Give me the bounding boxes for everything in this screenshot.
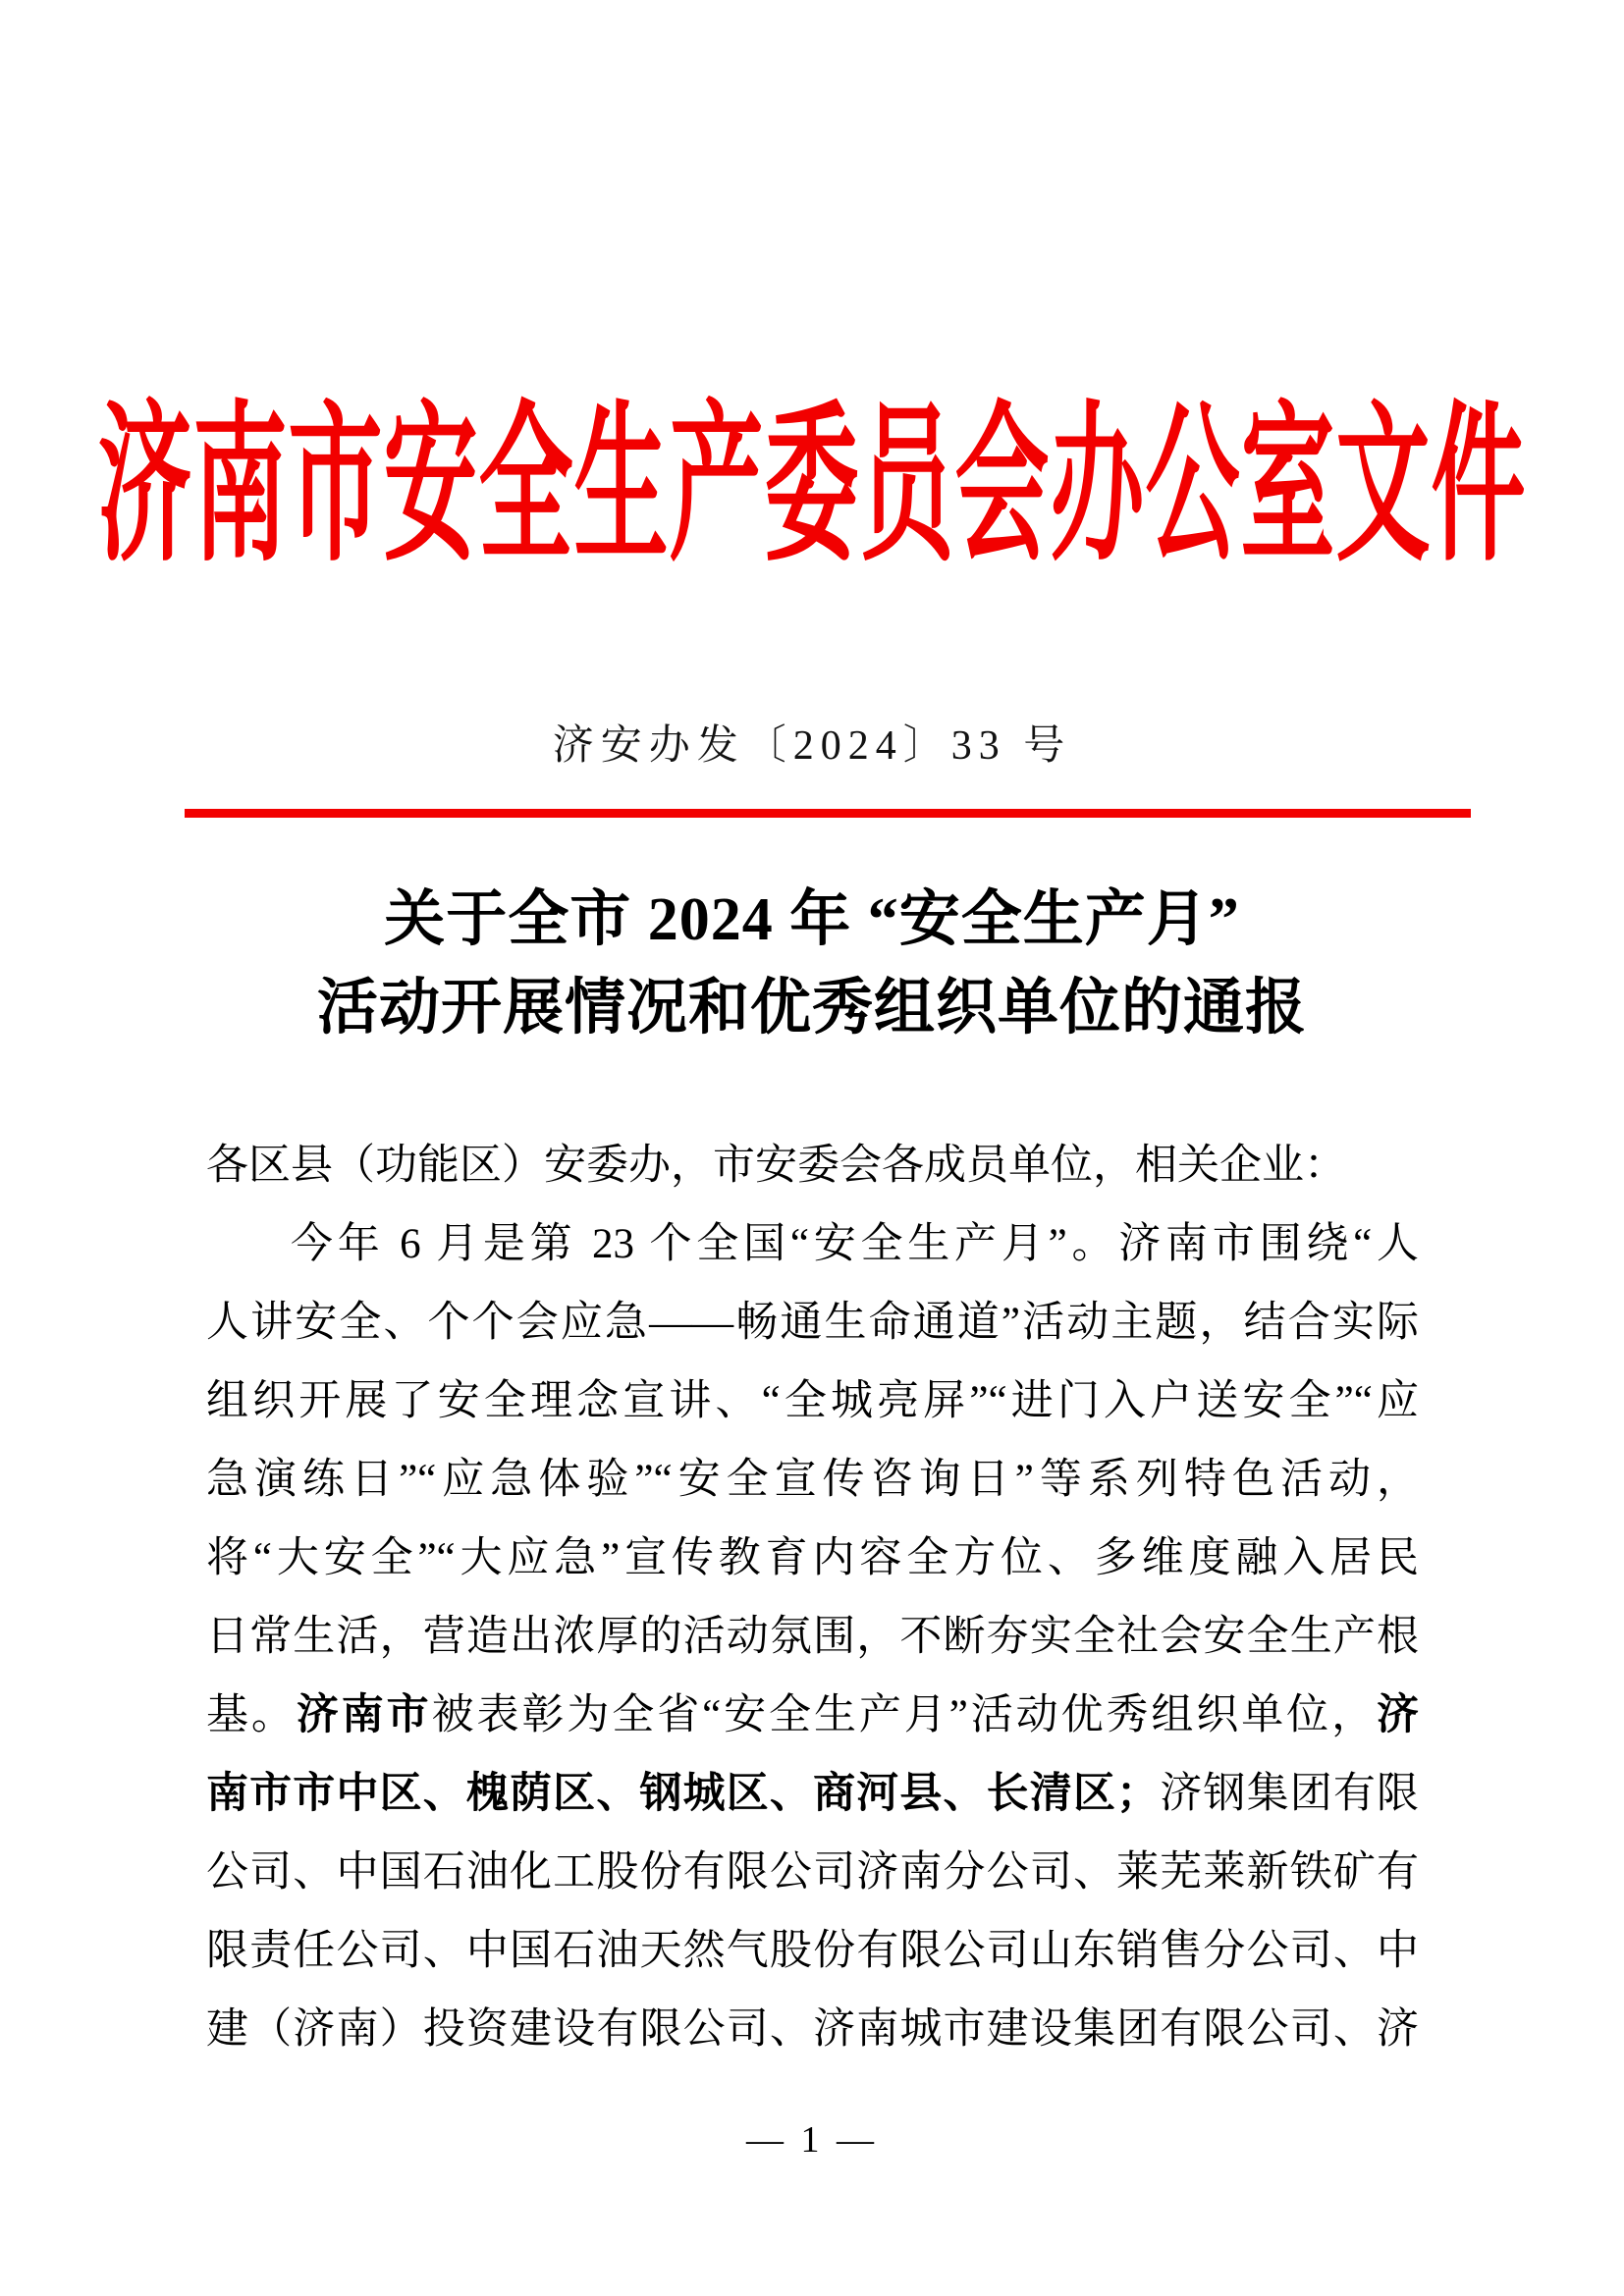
- body-text: 人讲安全、个个会应急——畅通生命通道”活动主题，结合实际: [206, 1300, 1419, 1346]
- document-title-line2: 活动开展情况和优秀组织单位的通报: [316, 975, 1307, 1041]
- body-line: [206, 1284, 1419, 1362]
- body-line: [206, 1755, 1419, 1834]
- agency-header: [0, 349, 1624, 582]
- body-text: 日常生活，营造出浓厚的活动氛围，不断夯实全社会安全生产根: [206, 1614, 1419, 1660]
- body-text-bold: 南市市中区、槐荫区、钢城区、商河县、长清区；: [206, 1771, 1160, 1817]
- body-line: [206, 1912, 1419, 1991]
- body-line: [206, 1598, 1419, 1677]
- body-line: [206, 1441, 1419, 1520]
- body-text-bold: 济: [1377, 1692, 1420, 1738]
- agency-header-text: 济南市安全生产委员会办公室文件: [97, 390, 1527, 582]
- body-text: 被表彰为全省“安全生产月”活动优秀组织单位，: [431, 1692, 1378, 1738]
- document-title: [0, 876, 1624, 1052]
- body-line: [206, 1520, 1419, 1598]
- body-line: [206, 1834, 1419, 1912]
- page-number: — 1 —: [746, 2119, 878, 2161]
- body-line: [206, 1991, 1419, 2069]
- body-text: 将“大安全”“大应急”宣传教育内容全方位、多维度融入居民: [206, 1535, 1419, 1581]
- body-line: [206, 1362, 1419, 1441]
- body-text: 各区县（功能区）安委办，市安委会各成员单位，相关企业：: [206, 1143, 1346, 1189]
- body-text: 今年 6 月是第 23 个全国“安全生产月”。济南市围绕“人: [291, 1221, 1419, 1267]
- body-line: [206, 1677, 1419, 1755]
- body-text: 急演练日”“应急体验”“安全宣传咨询日”等系列特色活动，: [206, 1457, 1419, 1503]
- document-body: [206, 1127, 1419, 2069]
- body-text: 基。: [206, 1692, 297, 1738]
- document-number: 济安办发〔2024〕33 号: [552, 723, 1072, 769]
- document-title-line1: 关于全市 2024 年 “安全生产月”: [384, 886, 1240, 953]
- body-text: 济钢集团有限: [1159, 1771, 1420, 1817]
- body-text: 建（济南）投资建设有限公司、济南城市建设集团有限公司、济: [206, 2006, 1419, 2053]
- body-text: 公司、中国石油化工股份有限公司济南分公司、莱芜莱新铁矿有: [206, 1849, 1419, 1896]
- body-text: 限责任公司、中国石油天然气股份有限公司山东销售分公司、中: [206, 1928, 1419, 1974]
- body-text-bold: 济南市: [296, 1692, 432, 1738]
- body-line: [206, 1127, 1419, 1205]
- body-line: [206, 1205, 1419, 1284]
- red-divider-line: [185, 809, 1471, 818]
- body-text: 组织开展了安全理念宣讲、“全城亮屏”“进门入户送安全”“应: [206, 1378, 1419, 1424]
